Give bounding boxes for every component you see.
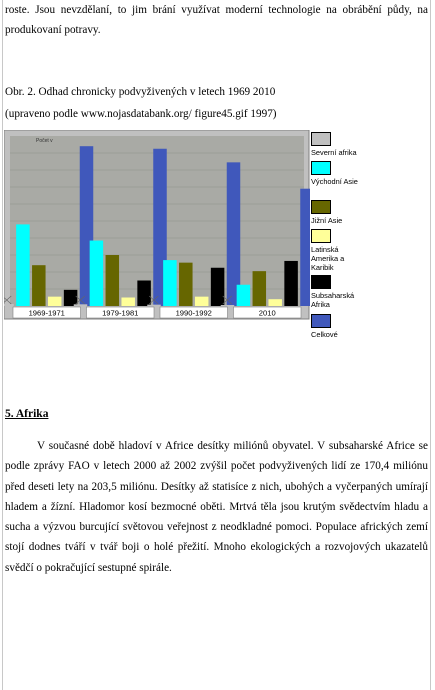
legend-swatch: [311, 229, 331, 243]
bar: [121, 298, 135, 307]
bar: [4, 304, 14, 306]
bar: [74, 304, 88, 306]
legend-item: [311, 229, 363, 272]
bar: [284, 261, 298, 306]
legend-item: [311, 200, 363, 225]
bar: [90, 241, 104, 306]
paragraph-intro: roste. Jsou nevzdělaní, to jim brání využívat moderní technologie na obrábění půdy, na produkovaní potravy.: [5, 4, 428, 36]
bar: [253, 271, 266, 306]
bar: [195, 297, 209, 306]
page-margin-left: [2, 0, 3, 690]
bar: [137, 281, 151, 307]
legend-label: Celkové: [311, 330, 338, 339]
legend-item: [311, 132, 363, 157]
legend-item: [311, 314, 363, 339]
legend-label: Latinská Amerika a Karibik: [311, 245, 345, 272]
legend-swatch: [311, 161, 331, 175]
figure-source: (upraveno podle www.nojasdatabank.org/ figure45.gif 1997): [5, 108, 277, 120]
bar: [147, 305, 161, 306]
chart-svg: [4, 130, 310, 320]
bar: [16, 224, 30, 306]
legend-swatch: [311, 132, 331, 146]
legend-item: [311, 275, 363, 309]
section-paragraph: V současné době hladoví v Africe desítky miliónů obyvatel. V subsaharské Africe se podle zprávy FAO v letech 2000 až 2002 zvýšil počet podvyživených lidí ze 170,4 miliónu před deseti lety na 203,5 miliónu. Desítky až statisíce z nich, ubohých a vyčerpaných umírají hladem a žízní. Hladomor kosí bezmocné oběti. Mrtvá těla jsou krutým svědectvím hladu a sucha a výzvou burcující světovou veřejnost z neodkladné pomoci. Populace afrických zemí stojí dodnes tváří v tvář boji o holé přežití. Mnoho ekologických a rozvojových ukazatelů svědčí o pokračující sestupné spirále.: [5, 440, 428, 574]
figure-caption: Obr. 2. Odhad chronicky podvyživených v letech 1969 2010: [5, 86, 276, 98]
page-margin-right: [430, 0, 431, 690]
bar: [237, 285, 251, 306]
bar: [64, 290, 78, 306]
legend-label: Subsaharská Afrika: [311, 291, 355, 309]
legend-swatch: [311, 314, 331, 328]
bar: [106, 255, 120, 306]
legend-swatch: [311, 200, 331, 214]
tick-label: 2010: [258, 308, 276, 318]
section-heading: 5. Afrika: [5, 408, 49, 420]
bar: [211, 268, 225, 306]
legend-label: Severní afrika: [311, 148, 357, 157]
bar: [268, 299, 282, 306]
bar: [32, 265, 46, 306]
bar: [227, 162, 241, 306]
tick-label: 1979-1981: [102, 308, 139, 318]
legend-swatch: [311, 275, 331, 289]
legend-item: [311, 161, 363, 186]
chart-legend: [311, 130, 361, 339]
bar: [163, 260, 177, 306]
bar-chart: [4, 130, 310, 325]
legend-label: Jižní Asie: [311, 216, 343, 225]
legend-label: Východní Asie: [311, 177, 358, 186]
tick-label: 1969-1971: [28, 308, 65, 318]
bar: [221, 305, 235, 306]
bar: [300, 189, 310, 306]
bar: [179, 263, 193, 306]
bar: [48, 297, 62, 306]
tick-label: 1990-1992: [175, 308, 212, 318]
unit-label: Počet v: [36, 138, 53, 144]
